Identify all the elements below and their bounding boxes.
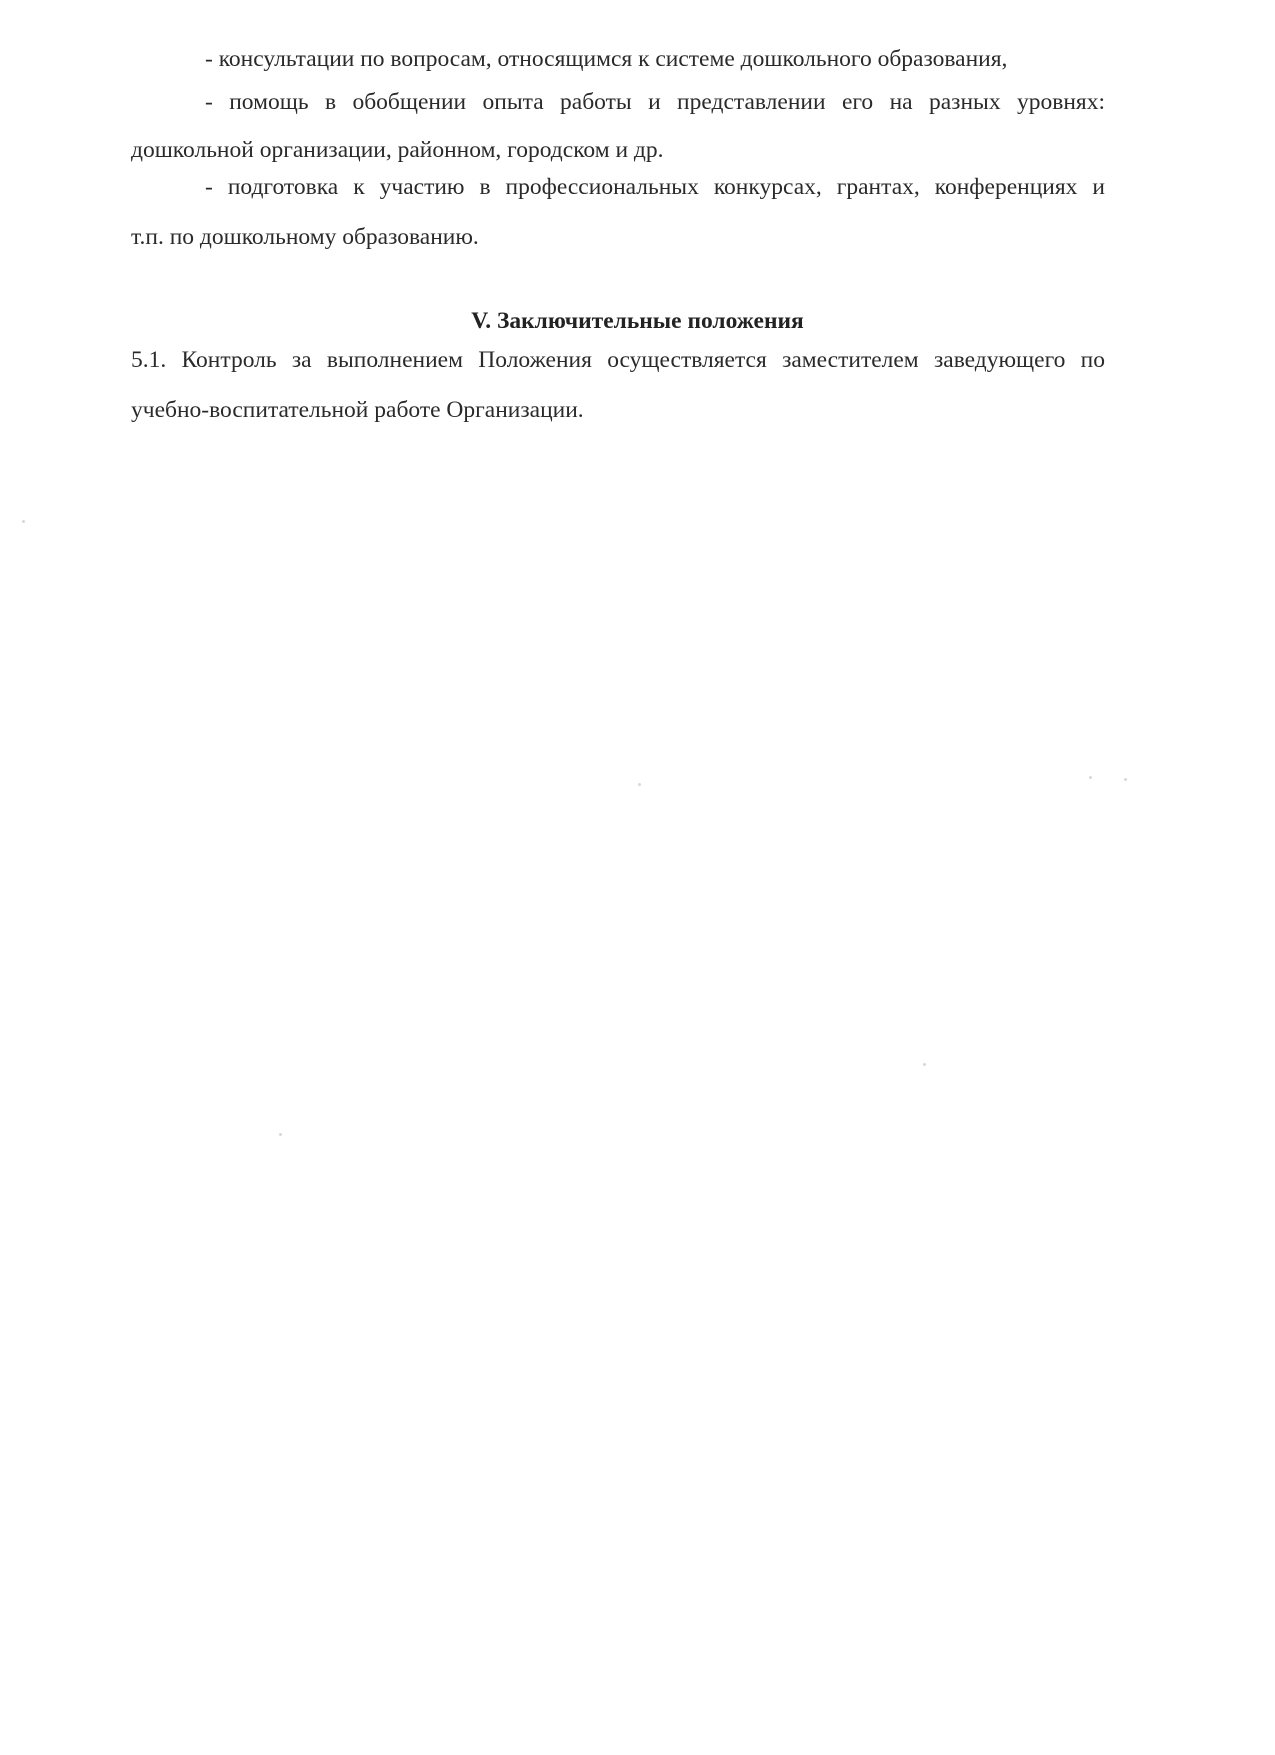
bullet-1-line-1: - консультации по вопросам, относящимся к системе дошкольного образования, — [205, 46, 1008, 72]
scan-speck — [279, 1133, 282, 1136]
scan-speck — [638, 783, 641, 786]
scan-speck — [22, 520, 25, 523]
bullet-2-line-2: дошкольной организации, районном, городском и др. — [131, 137, 664, 163]
bullet-2-line-1: - помощь в обобщении опыта работы и представлении его на разных уровнях: — [205, 89, 1105, 115]
scan-speck — [1124, 778, 1127, 781]
section-heading: V. Заключительные положения — [471, 308, 804, 334]
bullet-3-line-2: т.п. по дошкольному образованию. — [131, 224, 479, 250]
scan-speck — [1089, 776, 1092, 779]
scan-speck — [923, 1063, 926, 1066]
final-paragraph-line-2: учебно-воспитательной работе Организации. — [131, 397, 584, 423]
bullet-3-line-1: - подготовка к участию в профессиональных конкурсах, грантах, конференциях и — [205, 174, 1105, 200]
final-paragraph-line-1: 5.1. Контроль за выполнением Положения осуществляется заместителем заведующего по — [131, 347, 1105, 373]
